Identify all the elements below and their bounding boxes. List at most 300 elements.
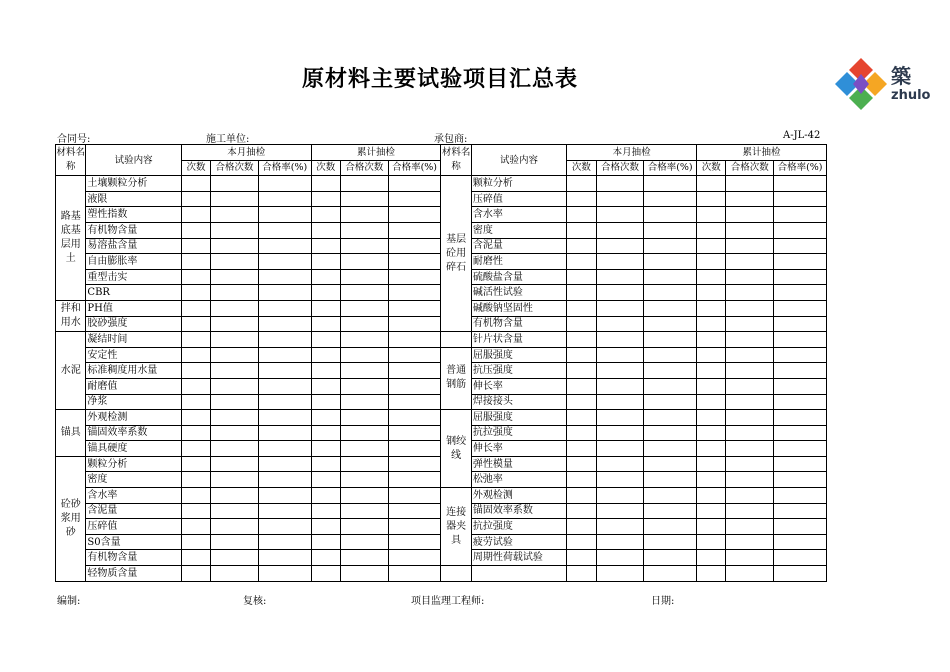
value-cell[interactable] (774, 378, 827, 394)
value-cell[interactable] (388, 316, 441, 332)
value-cell[interactable] (726, 394, 774, 410)
value-cell[interactable] (567, 488, 596, 504)
value-cell[interactable] (774, 300, 827, 316)
value-cell[interactable] (774, 456, 827, 472)
value-cell[interactable] (697, 441, 726, 457)
value-cell[interactable] (181, 238, 210, 254)
value-cell[interactable] (774, 550, 827, 566)
value-cell[interactable] (726, 441, 774, 457)
value-cell[interactable] (181, 456, 210, 472)
value-cell[interactable] (311, 191, 340, 207)
value-cell[interactable] (388, 176, 441, 192)
value-cell[interactable] (697, 316, 726, 332)
value-cell[interactable] (644, 425, 697, 441)
value-cell[interactable] (311, 441, 340, 457)
value-cell[interactable] (211, 300, 259, 316)
value-cell[interactable] (388, 238, 441, 254)
value-cell[interactable] (567, 456, 596, 472)
value-cell[interactable] (567, 191, 596, 207)
value-cell[interactable] (697, 425, 726, 441)
value-cell[interactable] (211, 254, 259, 270)
value-cell[interactable] (341, 300, 389, 316)
value-cell[interactable] (258, 378, 311, 394)
value-cell[interactable] (567, 332, 596, 348)
value-cell[interactable] (311, 300, 340, 316)
value-cell[interactable] (726, 566, 774, 582)
value-cell[interactable] (388, 207, 441, 223)
value-cell[interactable] (388, 503, 441, 519)
value-cell[interactable] (774, 316, 827, 332)
value-cell[interactable] (644, 488, 697, 504)
value-cell[interactable] (644, 566, 697, 582)
value-cell[interactable] (644, 347, 697, 363)
value-cell[interactable] (341, 316, 389, 332)
value-cell[interactable] (388, 347, 441, 363)
value-cell[interactable] (211, 285, 259, 301)
value-cell[interactable] (644, 191, 697, 207)
value-cell[interactable] (644, 238, 697, 254)
value-cell[interactable] (596, 519, 644, 535)
value-cell[interactable] (567, 550, 596, 566)
value-cell[interactable] (774, 441, 827, 457)
value-cell[interactable] (774, 488, 827, 504)
value-cell[interactable] (726, 378, 774, 394)
value-cell[interactable] (567, 503, 596, 519)
value-cell[interactable] (311, 519, 340, 535)
value-cell[interactable] (258, 332, 311, 348)
value-cell[interactable] (726, 332, 774, 348)
value-cell[interactable] (311, 566, 340, 582)
value-cell[interactable] (341, 534, 389, 550)
value-cell[interactable] (697, 519, 726, 535)
value-cell[interactable] (258, 285, 311, 301)
value-cell[interactable] (258, 254, 311, 270)
value-cell[interactable] (181, 254, 210, 270)
value-cell[interactable] (596, 441, 644, 457)
value-cell[interactable] (567, 394, 596, 410)
value-cell[interactable] (644, 269, 697, 285)
value-cell[interactable] (697, 472, 726, 488)
value-cell[interactable] (774, 254, 827, 270)
value-cell[interactable] (181, 550, 210, 566)
value-cell[interactable] (567, 222, 596, 238)
value-cell[interactable] (644, 176, 697, 192)
value-cell[interactable] (311, 363, 340, 379)
value-cell[interactable] (311, 332, 340, 348)
value-cell[interactable] (774, 332, 827, 348)
value-cell[interactable] (388, 300, 441, 316)
value-cell[interactable] (644, 534, 697, 550)
value-cell[interactable] (697, 285, 726, 301)
value-cell[interactable] (311, 207, 340, 223)
value-cell[interactable] (311, 550, 340, 566)
value-cell[interactable] (567, 472, 596, 488)
value-cell[interactable] (181, 472, 210, 488)
value-cell[interactable] (774, 534, 827, 550)
value-cell[interactable] (211, 394, 259, 410)
value-cell[interactable] (596, 207, 644, 223)
value-cell[interactable] (596, 254, 644, 270)
value-cell[interactable] (644, 300, 697, 316)
value-cell[interactable] (258, 222, 311, 238)
value-cell[interactable] (341, 332, 389, 348)
value-cell[interactable] (726, 550, 774, 566)
value-cell[interactable] (567, 300, 596, 316)
value-cell[interactable] (644, 441, 697, 457)
value-cell[interactable] (341, 363, 389, 379)
value-cell[interactable] (388, 254, 441, 270)
value-cell[interactable] (697, 410, 726, 426)
value-cell[interactable] (567, 425, 596, 441)
value-cell[interactable] (644, 503, 697, 519)
value-cell[interactable] (211, 550, 259, 566)
value-cell[interactable] (211, 425, 259, 441)
value-cell[interactable] (697, 176, 726, 192)
value-cell[interactable] (726, 222, 774, 238)
value-cell[interactable] (341, 285, 389, 301)
value-cell[interactable] (311, 425, 340, 441)
value-cell[interactable] (211, 207, 259, 223)
value-cell[interactable] (258, 566, 311, 582)
value-cell[interactable] (388, 394, 441, 410)
value-cell[interactable] (774, 425, 827, 441)
value-cell[interactable] (697, 207, 726, 223)
value-cell[interactable] (181, 410, 210, 426)
value-cell[interactable] (181, 347, 210, 363)
value-cell[interactable] (697, 332, 726, 348)
value-cell[interactable] (341, 456, 389, 472)
value-cell[interactable] (697, 566, 726, 582)
value-cell[interactable] (726, 503, 774, 519)
value-cell[interactable] (697, 222, 726, 238)
value-cell[interactable] (341, 503, 389, 519)
value-cell[interactable] (211, 191, 259, 207)
value-cell[interactable] (644, 316, 697, 332)
value-cell[interactable] (567, 269, 596, 285)
value-cell[interactable] (774, 222, 827, 238)
value-cell[interactable] (258, 363, 311, 379)
value-cell[interactable] (181, 191, 210, 207)
value-cell[interactable] (774, 503, 827, 519)
value-cell[interactable] (726, 285, 774, 301)
value-cell[interactable] (311, 378, 340, 394)
value-cell[interactable] (211, 441, 259, 457)
value-cell[interactable] (567, 410, 596, 426)
value-cell[interactable] (311, 488, 340, 504)
value-cell[interactable] (388, 378, 441, 394)
value-cell[interactable] (644, 254, 697, 270)
value-cell[interactable] (181, 316, 210, 332)
value-cell[interactable] (596, 503, 644, 519)
value-cell[interactable] (181, 285, 210, 301)
value-cell[interactable] (567, 207, 596, 223)
value-cell[interactable] (567, 347, 596, 363)
value-cell[interactable] (697, 550, 726, 566)
value-cell[interactable] (774, 191, 827, 207)
value-cell[interactable] (567, 441, 596, 457)
value-cell[interactable] (341, 394, 389, 410)
value-cell[interactable] (697, 378, 726, 394)
value-cell[interactable] (258, 347, 311, 363)
value-cell[interactable] (388, 222, 441, 238)
value-cell[interactable] (211, 332, 259, 348)
value-cell[interactable] (311, 269, 340, 285)
value-cell[interactable] (388, 441, 441, 457)
value-cell[interactable] (596, 347, 644, 363)
value-cell[interactable] (211, 472, 259, 488)
value-cell[interactable] (181, 519, 210, 535)
value-cell[interactable] (697, 456, 726, 472)
value-cell[interactable] (258, 519, 311, 535)
value-cell[interactable] (596, 456, 644, 472)
value-cell[interactable] (697, 503, 726, 519)
value-cell[interactable] (726, 191, 774, 207)
value-cell[interactable] (644, 394, 697, 410)
value-cell[interactable] (181, 425, 210, 441)
value-cell[interactable] (726, 269, 774, 285)
value-cell[interactable] (697, 363, 726, 379)
value-cell[interactable] (726, 488, 774, 504)
value-cell[interactable] (697, 394, 726, 410)
value-cell[interactable] (567, 238, 596, 254)
value-cell[interactable] (774, 176, 827, 192)
value-cell[interactable] (697, 254, 726, 270)
value-cell[interactable] (211, 456, 259, 472)
value-cell[interactable] (388, 425, 441, 441)
value-cell[interactable] (311, 254, 340, 270)
value-cell[interactable] (311, 222, 340, 238)
value-cell[interactable] (181, 363, 210, 379)
value-cell[interactable] (596, 472, 644, 488)
value-cell[interactable] (644, 472, 697, 488)
value-cell[interactable] (211, 176, 259, 192)
value-cell[interactable] (211, 488, 259, 504)
value-cell[interactable] (596, 238, 644, 254)
value-cell[interactable] (341, 550, 389, 566)
value-cell[interactable] (596, 534, 644, 550)
value-cell[interactable] (211, 347, 259, 363)
value-cell[interactable] (311, 410, 340, 426)
value-cell[interactable] (388, 550, 441, 566)
value-cell[interactable] (181, 534, 210, 550)
value-cell[interactable] (596, 222, 644, 238)
value-cell[interactable] (774, 519, 827, 535)
value-cell[interactable] (596, 488, 644, 504)
value-cell[interactable] (644, 550, 697, 566)
value-cell[interactable] (567, 534, 596, 550)
value-cell[interactable] (258, 456, 311, 472)
value-cell[interactable] (181, 566, 210, 582)
value-cell[interactable] (388, 285, 441, 301)
value-cell[interactable] (341, 347, 389, 363)
value-cell[interactable] (181, 441, 210, 457)
value-cell[interactable] (726, 300, 774, 316)
value-cell[interactable] (774, 285, 827, 301)
value-cell[interactable] (726, 519, 774, 535)
value-cell[interactable] (258, 410, 311, 426)
value-cell[interactable] (181, 488, 210, 504)
value-cell[interactable] (596, 191, 644, 207)
value-cell[interactable] (596, 316, 644, 332)
value-cell[interactable] (311, 503, 340, 519)
value-cell[interactable] (644, 207, 697, 223)
value-cell[interactable] (258, 176, 311, 192)
value-cell[interactable] (341, 410, 389, 426)
value-cell[interactable] (388, 519, 441, 535)
value-cell[interactable] (388, 456, 441, 472)
value-cell[interactable] (726, 425, 774, 441)
value-cell[interactable] (596, 269, 644, 285)
value-cell[interactable] (726, 456, 774, 472)
value-cell[interactable] (341, 519, 389, 535)
value-cell[interactable] (644, 378, 697, 394)
value-cell[interactable] (388, 363, 441, 379)
value-cell[interactable] (258, 472, 311, 488)
value-cell[interactable] (341, 238, 389, 254)
value-cell[interactable] (258, 503, 311, 519)
value-cell[interactable] (697, 534, 726, 550)
value-cell[interactable] (258, 316, 311, 332)
value-cell[interactable] (211, 503, 259, 519)
value-cell[interactable] (726, 363, 774, 379)
value-cell[interactable] (596, 176, 644, 192)
value-cell[interactable] (258, 269, 311, 285)
value-cell[interactable] (644, 519, 697, 535)
value-cell[interactable] (341, 176, 389, 192)
value-cell[interactable] (211, 222, 259, 238)
value-cell[interactable] (311, 176, 340, 192)
value-cell[interactable] (211, 363, 259, 379)
value-cell[interactable] (596, 378, 644, 394)
value-cell[interactable] (644, 456, 697, 472)
value-cell[interactable] (388, 269, 441, 285)
value-cell[interactable] (388, 410, 441, 426)
value-cell[interactable] (388, 332, 441, 348)
value-cell[interactable] (181, 176, 210, 192)
value-cell[interactable] (341, 378, 389, 394)
value-cell[interactable] (596, 394, 644, 410)
value-cell[interactable] (697, 347, 726, 363)
value-cell[interactable] (181, 269, 210, 285)
value-cell[interactable] (341, 425, 389, 441)
value-cell[interactable] (311, 394, 340, 410)
value-cell[interactable] (181, 207, 210, 223)
value-cell[interactable] (258, 425, 311, 441)
value-cell[interactable] (258, 300, 311, 316)
value-cell[interactable] (697, 238, 726, 254)
value-cell[interactable] (644, 332, 697, 348)
value-cell[interactable] (774, 394, 827, 410)
value-cell[interactable] (596, 332, 644, 348)
value-cell[interactable] (211, 269, 259, 285)
value-cell[interactable] (311, 238, 340, 254)
value-cell[interactable] (567, 316, 596, 332)
value-cell[interactable] (774, 472, 827, 488)
value-cell[interactable] (726, 238, 774, 254)
value-cell[interactable] (211, 519, 259, 535)
value-cell[interactable] (311, 285, 340, 301)
value-cell[interactable] (697, 269, 726, 285)
value-cell[interactable] (258, 191, 311, 207)
value-cell[interactable] (774, 269, 827, 285)
value-cell[interactable] (341, 441, 389, 457)
value-cell[interactable] (644, 222, 697, 238)
value-cell[interactable] (311, 534, 340, 550)
value-cell[interactable] (258, 394, 311, 410)
value-cell[interactable] (341, 207, 389, 223)
value-cell[interactable] (341, 472, 389, 488)
value-cell[interactable] (388, 534, 441, 550)
value-cell[interactable] (697, 191, 726, 207)
value-cell[interactable] (726, 347, 774, 363)
value-cell[interactable] (211, 534, 259, 550)
value-cell[interactable] (596, 566, 644, 582)
value-cell[interactable] (211, 378, 259, 394)
value-cell[interactable] (726, 316, 774, 332)
value-cell[interactable] (596, 410, 644, 426)
value-cell[interactable] (258, 534, 311, 550)
value-cell[interactable] (181, 378, 210, 394)
value-cell[interactable] (567, 285, 596, 301)
value-cell[interactable] (726, 176, 774, 192)
value-cell[interactable] (774, 410, 827, 426)
value-cell[interactable] (726, 254, 774, 270)
value-cell[interactable] (567, 519, 596, 535)
value-cell[interactable] (644, 285, 697, 301)
value-cell[interactable] (181, 222, 210, 238)
value-cell[interactable] (596, 550, 644, 566)
value-cell[interactable] (181, 300, 210, 316)
value-cell[interactable] (341, 222, 389, 238)
value-cell[interactable] (726, 207, 774, 223)
value-cell[interactable] (697, 488, 726, 504)
value-cell[interactable] (341, 254, 389, 270)
value-cell[interactable] (258, 550, 311, 566)
value-cell[interactable] (726, 410, 774, 426)
value-cell[interactable] (311, 347, 340, 363)
value-cell[interactable] (567, 378, 596, 394)
value-cell[interactable] (341, 566, 389, 582)
value-cell[interactable] (388, 472, 441, 488)
value-cell[interactable] (341, 488, 389, 504)
value-cell[interactable] (181, 394, 210, 410)
value-cell[interactable] (341, 191, 389, 207)
value-cell[interactable] (311, 472, 340, 488)
value-cell[interactable] (211, 238, 259, 254)
value-cell[interactable] (388, 191, 441, 207)
value-cell[interactable] (211, 566, 259, 582)
value-cell[interactable] (567, 176, 596, 192)
value-cell[interactable] (211, 316, 259, 332)
value-cell[interactable] (567, 254, 596, 270)
value-cell[interactable] (211, 410, 259, 426)
value-cell[interactable] (596, 425, 644, 441)
value-cell[interactable] (258, 238, 311, 254)
value-cell[interactable] (774, 566, 827, 582)
value-cell[interactable] (774, 347, 827, 363)
value-cell[interactable] (567, 566, 596, 582)
value-cell[interactable] (596, 285, 644, 301)
value-cell[interactable] (388, 566, 441, 582)
value-cell[interactable] (311, 316, 340, 332)
value-cell[interactable] (181, 503, 210, 519)
value-cell[interactable] (774, 238, 827, 254)
value-cell[interactable] (774, 207, 827, 223)
value-cell[interactable] (311, 456, 340, 472)
value-cell[interactable] (596, 363, 644, 379)
value-cell[interactable] (774, 363, 827, 379)
value-cell[interactable] (567, 363, 596, 379)
